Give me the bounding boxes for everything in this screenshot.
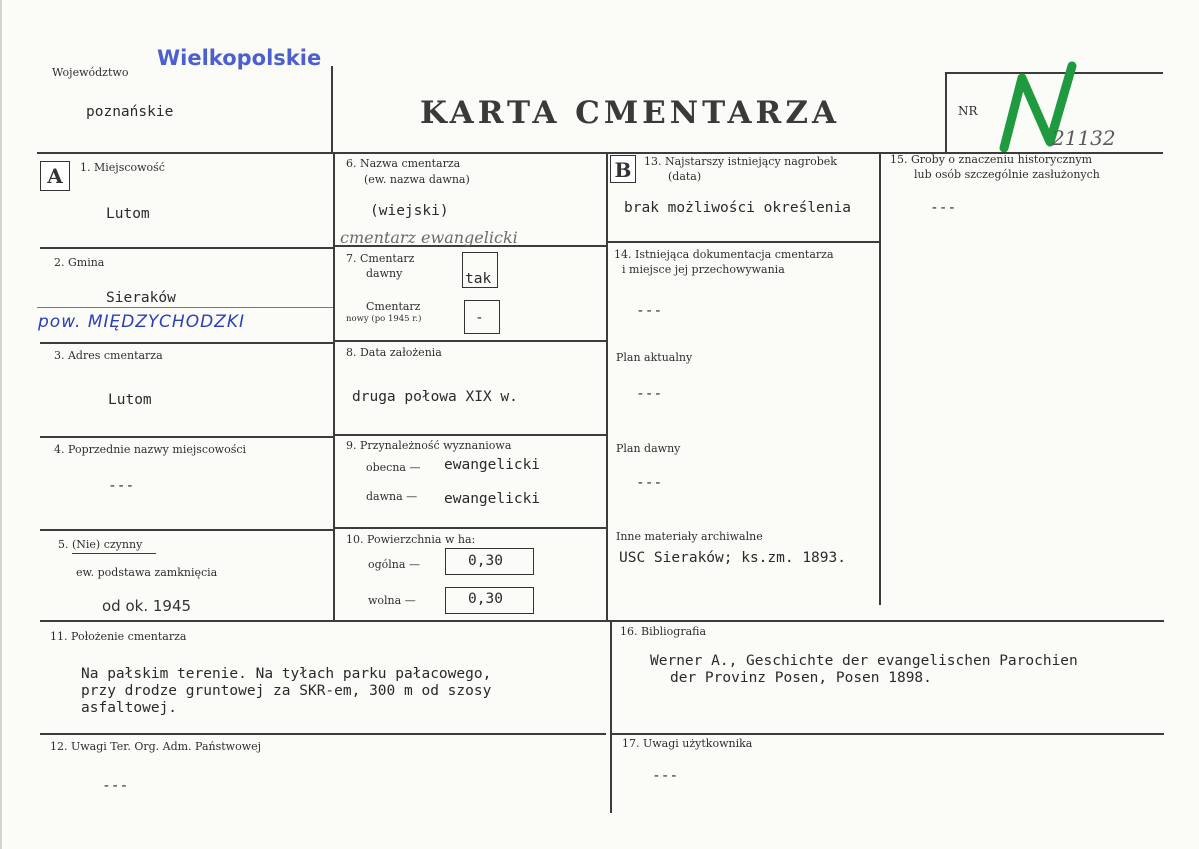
header-divider [331,66,333,152]
f9-dawna-label: dawna — [366,490,418,503]
f2-label: 2. Gmina [54,256,105,269]
plan-aktualny-value: --- [636,386,663,402]
wojewodztwo-label: Województwo [52,66,129,79]
f13-value: brak możliwości określenia [624,200,851,216]
f2-note: pow. MIĘDZYCHODZKI [38,312,245,332]
f14-label: 14. Istniejąca dokumentacja cmentarza [614,248,834,261]
f9-label: 9. Przynależność wyznaniowa [346,439,512,452]
f7-nowy-value: - [475,310,484,326]
f6-value: (wiejski) [370,203,449,219]
f6-handwritten: cmentarz ewangelicki [340,228,518,247]
col-divider-1 [333,153,335,620]
f12-label: 12. Uwagi Ter. Org. Adm. Państwowej [50,740,262,753]
wojewodztwo-old: poznańskie [86,104,174,120]
f14-sublabel: i miejsce jej przechowywania [622,263,785,276]
f15-sublabel: lub osób szczególnie zasłużonych [914,168,1100,181]
col-divider-bottom [610,621,612,813]
row-line [333,434,606,436]
f12-value: --- [102,778,129,794]
f13-sublabel: (data) [668,170,702,183]
row-line [333,527,606,529]
nr-box-left [945,72,947,152]
f13-label: 13. Najstarszy istniejący nagrobek [644,155,837,168]
wojewodztwo-stamp: Wielkopolskie [157,46,322,70]
row-line [40,342,333,344]
f6-sublabel: (ew. nazwa dawna) [364,173,470,186]
f9-dawna-value: ewangelicki [444,491,541,507]
f9-obecna-label: obecna — [366,461,421,474]
f10-wolna-label: wolna — [368,594,416,607]
f9-obecna-value: ewangelicki [444,457,541,473]
row-line [612,733,1164,735]
section-a-box: A [40,161,70,191]
f7-sublabel: dawny [366,267,403,280]
f7-label2: Cmentarz [366,300,421,313]
row-line [40,247,333,249]
f4-value: --- [108,478,135,494]
f3-label: 3. Adres cmentarza [54,349,163,362]
nr-label: NR [958,104,978,118]
f11-line-3: asfaltowej. [81,700,178,716]
f7-sublabel2: nowy (po 1945 r.) [346,314,422,324]
f1-value: Lutom [106,206,150,222]
bottom-rule [40,620,1164,622]
inne-value: USC Sieraków; ks.zm. 1893. [619,550,846,566]
f10-ogolna-label: ogólna — [368,558,420,571]
f8-label: 8. Data założenia [346,346,442,359]
f14-value: --- [636,303,663,319]
f16-line-2: der Provinz Posen, Posen 1898. [670,670,932,686]
f10-ogolna-value: 0,30 [468,553,503,569]
row-line [40,529,333,531]
f10-wolna-value: 0,30 [468,591,503,607]
section-b-box: B [610,155,636,183]
f17-label: 17. Uwagi użytkownika [622,737,753,750]
card-title: KARTA CMENTARZA [420,95,840,131]
f16-label: 16. Bibliografia [620,625,707,638]
row-line [40,733,606,735]
col-divider-2 [606,153,608,620]
row-line [40,436,333,438]
f5-value: od ok. 1945 [102,597,192,615]
f15-value: --- [930,200,957,216]
f16-line-1: Werner A., Geschichte der evangelischen Parochien [650,653,1078,669]
col-divider-3 [879,153,881,605]
f5-label: 5. (Nie) czynny [58,538,143,551]
f5-underline [72,553,156,554]
f15-label: 15. Groby o znaczeniu historycznym [890,153,1093,166]
f1-label: 1. Miejscowość [80,161,165,174]
plan-dawny-value: --- [636,475,663,491]
f7-label: 7. Cmentarz [346,252,415,265]
f7-dawny-value: tak [465,271,492,287]
row-line [333,340,606,342]
f2-value: Sieraków [106,290,176,306]
f4-label: 4. Poprzednie nazwy miejscowości [54,443,247,456]
f2-underline [37,307,333,308]
f11-label: 11. Położenie cmentarza [50,630,187,643]
plan-aktualny-label: Plan aktualny [616,351,693,364]
f3-value: Lutom [108,392,152,408]
f11-line-1: Na pałskim terenie. Na tyłach parku pałacowego, [81,666,492,682]
f8-value: druga połowa XIX w. [352,389,518,405]
row-line [606,241,879,243]
f11-line-2: przy drodze gruntowej za SKR-em, 300 m od szosy [81,683,492,699]
f10-label: 10. Powierzchnia w ha: [346,533,476,546]
f6-label: 6. Nazwa cmentarza [346,157,461,170]
nr-number: 21132 [1052,126,1116,150]
inne-label: Inne materiały archiwalne [616,530,763,543]
plan-dawny-label: Plan dawny [616,442,681,455]
f5-sublabel: ew. podstawa zamknięcia [76,566,218,579]
f17-value: --- [652,768,679,784]
